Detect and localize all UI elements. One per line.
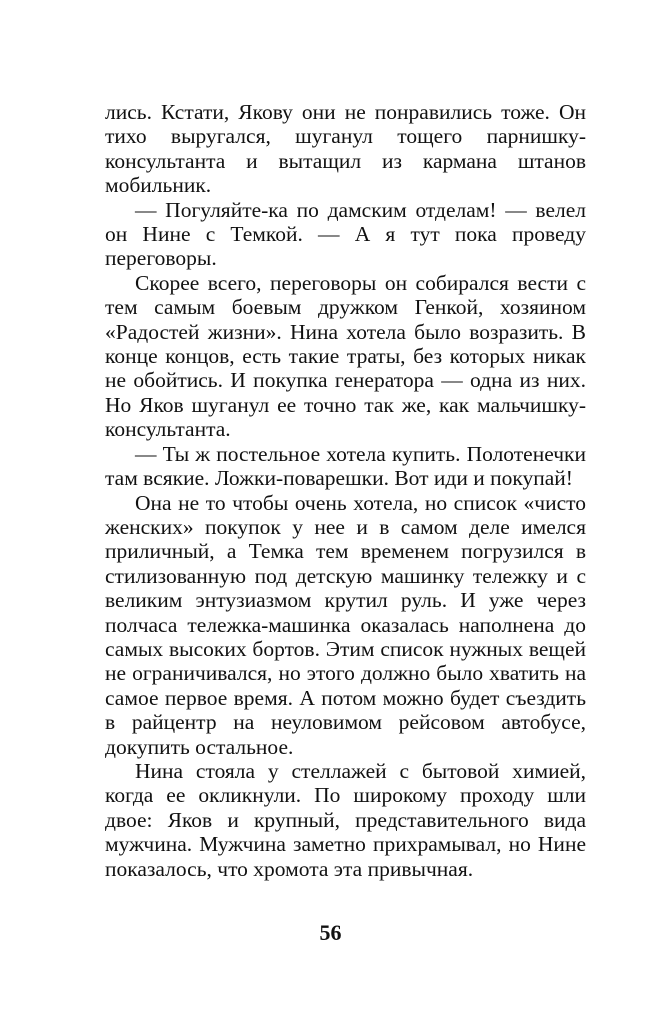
paragraph-5: Она не то чтобы очень хотела, но список «чисто женских» покупок у нее и в самом деле имелся приличный, а Темка тем временем погрузился в стилизованную под детскую машинку тележку и с великим энтузиазмом крутил руль. И уже через полчаса тележка-машинка оказалась наполнена до самых высоких бортов. Этим список нужных вещей не ограничивался, но этого должно было хватить на самое первое время. А потом можно будет съездить в райцентр на неуловимом рейсовом автобусе, докупить остальное. (105, 490, 586, 759)
page-text (105, 100, 586, 881)
paragraph-1: лись. Кстати, Якову они не понравились тоже. Он тихо выругался, шуганул тощего парнишку-консультанта и вытащил из кармана штанов мобильник. (105, 100, 586, 198)
paragraph-3: Скорее всего, переговоры он собирался вести с тем самым боевым дружком Генкой, хозяином «Радостей жизни». Нина хотела было возразить. В конце концов, есть такие траты, без которых никак не обойтись. И покупка генератора — одна из них. Но Яков шуганул ее точно так же, как мальчишку-консультанта. (105, 270, 586, 442)
paragraph-6: Нина стояла у стеллажей с бытовой химией, когда ее окликнули. По широкому проходу шли двое: Яков и крупный, представительного вида мужчина. Мужчина заметно прихрамывал, но Нине показалось, что хромота эта привычная. (105, 758, 586, 881)
paragraph-4: — Ты ж постельное хотела купить. Полотенечки там всякие. Ложки-поварешки. Вот иди и покупай! (105, 441, 586, 491)
page-number: 56 (319, 920, 342, 945)
paragraph-2: — Погуляйте-ка по дамским отделам! — велел он Нине с Темкой. — А я тут пока проведу переговоры. (105, 197, 586, 271)
